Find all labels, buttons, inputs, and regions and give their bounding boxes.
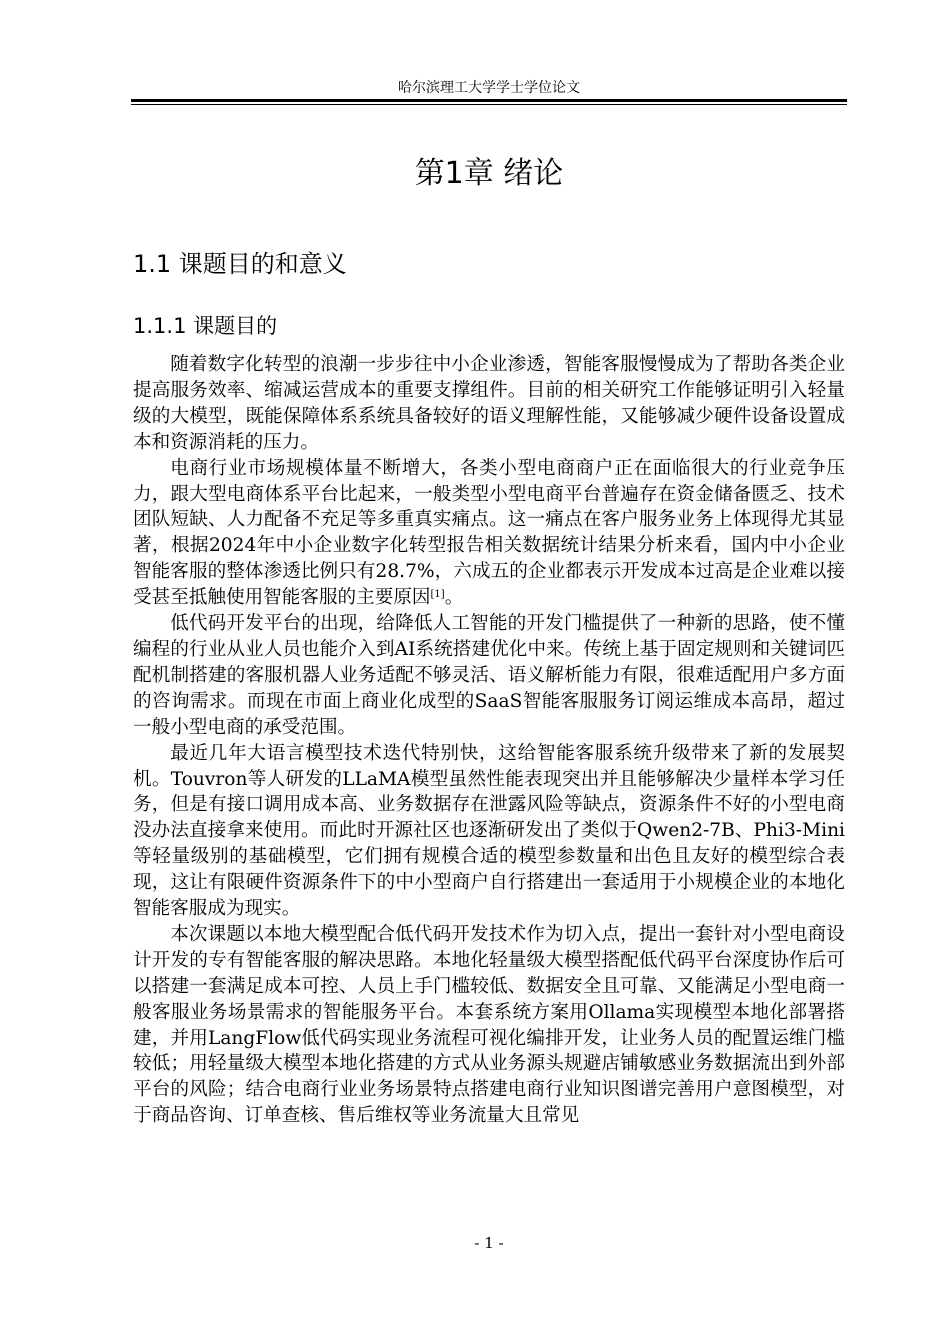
paragraph-2-tail: 。 xyxy=(444,587,464,609)
paragraph-5: 本次课题以本地大模型配合低代码开发技术作为切入点，提出一套针对小型电商设计开发的专有智能客服的解决思路。本地化轻量级大模型搭配低代码平台深度协作后可以搭建一套满足成本可控、人员上手门槛较低、数据安全且可靠、又能满足小型电商一般客服业务场景需求的智能服务平台。本套系统方案用Ollama实现模型本地化部署搭建，并用LangFlow低代码实现业务流程可视化编排开发，让业务人员的配置运维门槛较低；用轻量级大模型本地化搭建的方式从业务源头规避店铺敏感业务数据流出到外部平台的风险；结合电商行业业务场景特点搭建电商行业知识图谱完善用户意图模型，对于商品咨询、订单查核、售后维权等业务流量大且常见 xyxy=(133,923,845,1127)
section-title: 1.1 课题目的和意义 xyxy=(133,250,347,278)
paragraph-1: 随着数字化转型的浪潮一步步往中小企业渗透，智能客服慢慢成为了帮助各类企业提高服务效率、缩减运营成本的重要支撑组件。目前的相关研究工作能够证明引入轻量级的大模型，既能保障体系系统具备较好的语义理解性能，又能够减少硬件设备设置成本和资源消耗的压力。 xyxy=(133,354,845,453)
paragraph-2-text: 电商行业市场规模体量不断增大，各类小型电商商户正在面临很大的行业竞争压力，跟大型电商体系平台比起来，一般类型小型电商平台普遍存在资金储备匮乏、技术团队短缺、人力配备不充足等多重真实痛点。这一痛点在客户服务业务上体现得尤其显著，根据2024年中小企业数字化转型报告相关数据统计结果分析来看，国内中小企业智能客服的整体渗透比例只有28.7%，六成五的企业都表示开发成本过高是企业难以接受甚至抵触使用智能客服的主要原因 xyxy=(133,457,845,609)
page-number: - 1 - xyxy=(474,1234,504,1252)
paragraph-4: 最近几年大语言模型技术迭代特别快，这给智能客服系统升级带来了新的发展契机。Touvron等人研发的LLaMA模型虽然性能表现突出并且能够解决少量样本学习任务，但是有接口调用成本高、业务数据存在泄露风险等缺点，资源条件不好的小型电商没办法直接拿来使用。而此时开源社区也逐渐研发出了类似于Qwen2-7B、Phi3-Mini等轻量级别的基础模型，它们拥有规模合适的模型参数量和出色且友好的模型综合表现，这让有限硬件资源条件下的中小型商户自行搭建出一套适用于小规模企业的本地化智能客服成为现实。 xyxy=(133,742,845,920)
paragraph-2 xyxy=(133,456,845,611)
chapter-title: 第1章 绪论 xyxy=(414,156,564,191)
citation-marker: [1] xyxy=(430,589,445,601)
header-rule-thin xyxy=(131,104,847,105)
header-rule-thick xyxy=(131,99,847,102)
body-text xyxy=(133,352,845,1129)
subsection-title: 1.1.1 课题目的 xyxy=(133,314,278,338)
paragraph-3: 低代码开发平台的出现，给降低人工智能的开发门槛提供了一种新的思路，使不懂编程的行业从业人员也能介入到AI系统搭建优化中来。传统上基于固定规则和关键词匹配机制搭建的客服机器人业务适配不够灵活、语义解析能力有限，很难适配用户多方面的咨询需求。而现在市面上商业化成型的SaaS智能客服服务订阅运维成本高昂，超过一般小型电商的承受范围。 xyxy=(133,613,845,738)
running-header: 哈尔滨理工大学学士学位论文 xyxy=(398,80,580,96)
